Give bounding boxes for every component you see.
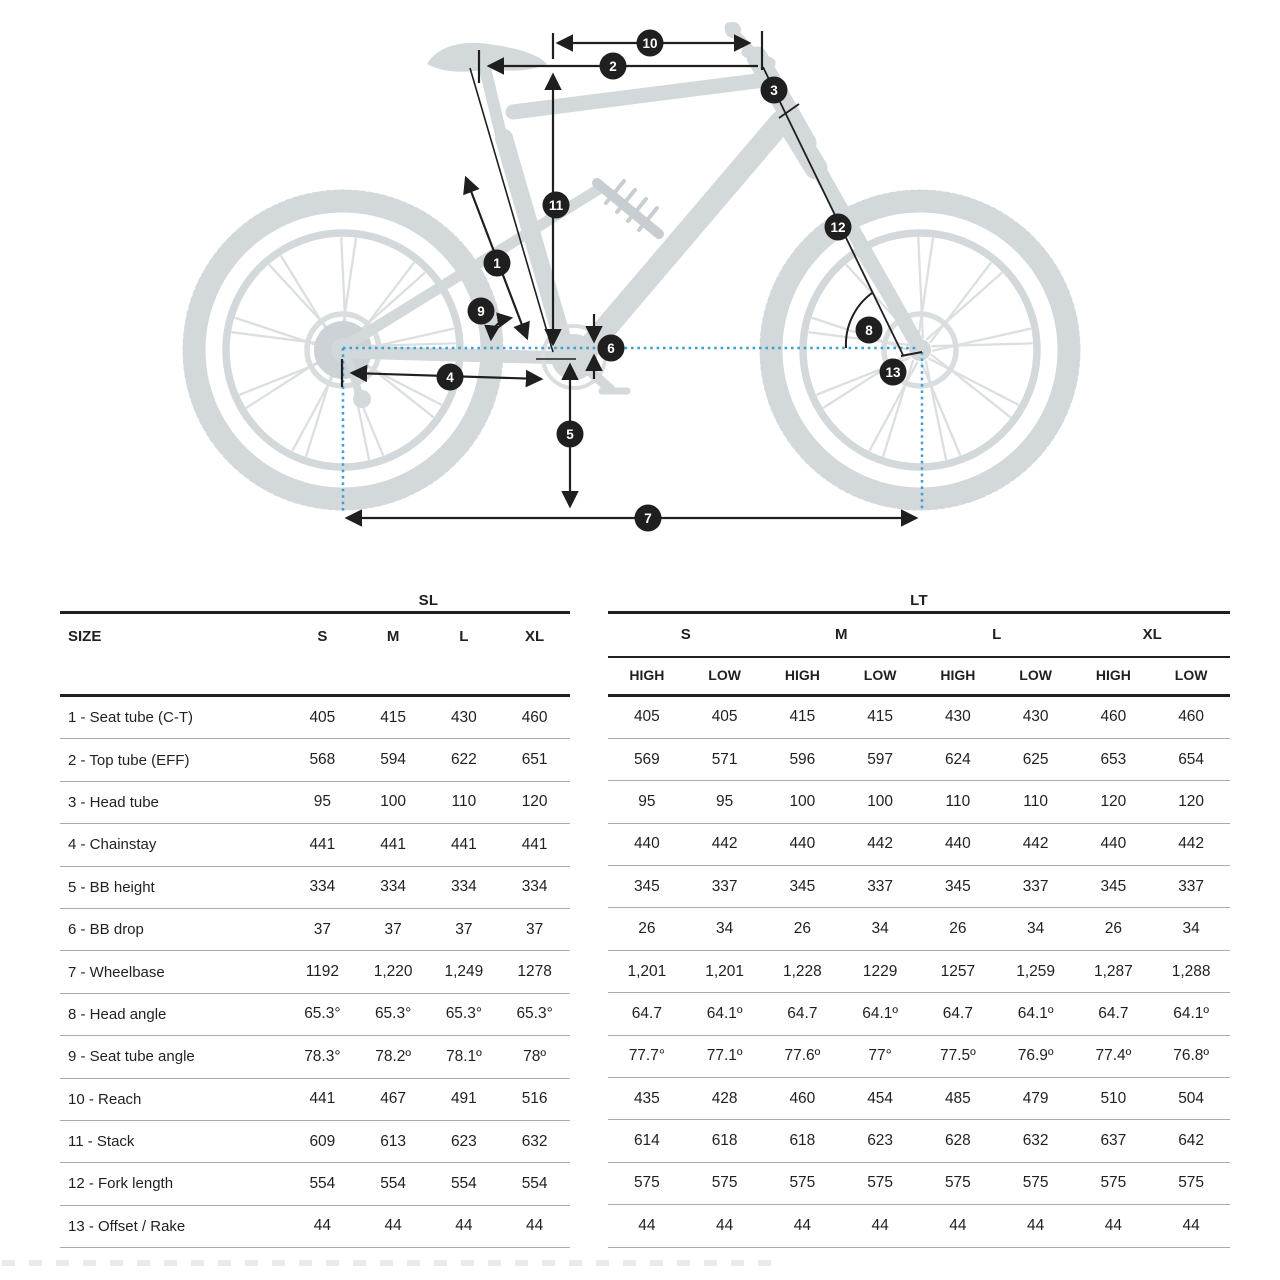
subcol-high: HIGH: [1095, 667, 1131, 683]
row-label: 1 - Seat tube (C-T): [68, 709, 194, 727]
cell-value: 428: [711, 1089, 738, 1107]
table-row: [60, 1079, 570, 1121]
cell-value: 44: [871, 1216, 889, 1234]
cell-value: 78º: [523, 1047, 547, 1065]
cell-value: 625: [1022, 750, 1049, 768]
cell-value: 65.3°: [304, 1005, 341, 1023]
cell-value: 44: [638, 1216, 656, 1234]
cell-value: 442: [867, 835, 894, 853]
cell-value: 405: [633, 708, 660, 726]
dim-badge-9: [468, 298, 495, 325]
dim-badge-8: [856, 317, 883, 344]
cell-value: 34: [871, 920, 889, 938]
cell-value: 575: [789, 1174, 816, 1192]
cell-value: 441: [309, 835, 336, 853]
table-row: [608, 1205, 1230, 1247]
cell-value: 337: [867, 877, 894, 895]
table-row: [608, 1120, 1230, 1162]
cell-value: 609: [309, 1132, 336, 1150]
cell-value: 1,201: [705, 962, 745, 980]
cell-value: 44: [313, 1217, 331, 1235]
badge-number: 13: [885, 364, 901, 380]
cell-value: 64.1º: [1017, 1004, 1054, 1022]
badge-number: 5: [566, 426, 574, 442]
row-label: 7 - Wheelbase: [68, 963, 165, 981]
table-row: [60, 951, 570, 993]
dim-badge-11: [543, 192, 570, 219]
badge-number: 6: [607, 340, 615, 356]
derailleur-cage: [353, 390, 371, 408]
row-label: 8 - Head angle: [68, 1005, 167, 1023]
cell-value: 76.8º: [1173, 1047, 1210, 1065]
bike-geometry-diagram: [0, 0, 1280, 572]
cell-value: 345: [633, 877, 660, 895]
cell-value: 1,287: [1093, 962, 1133, 980]
cell-value: 504: [1178, 1089, 1205, 1107]
row-label: 12 - Fork length: [68, 1175, 174, 1193]
cell-value: 120: [1100, 792, 1127, 810]
cell-value: 65.3°: [445, 1005, 483, 1023]
cell-value: 345: [1100, 877, 1127, 895]
table-row: [608, 908, 1230, 950]
cell-value: 44: [949, 1216, 967, 1234]
table-row: [60, 909, 570, 951]
cell-value: 430: [450, 708, 477, 726]
badge-number: 11: [548, 197, 564, 213]
cell-value: 554: [309, 1174, 336, 1192]
sl-geometry-table: [60, 585, 570, 1248]
cell-value: 624: [944, 750, 971, 768]
cell-value: 26: [638, 920, 656, 938]
cell-value: 405: [711, 708, 738, 726]
cell-value: 110: [451, 793, 477, 811]
cell-value: 1,220: [373, 963, 413, 981]
dim-badge-5: [557, 421, 584, 448]
table-row: [60, 739, 570, 781]
table-row: [608, 1078, 1230, 1120]
cell-value: 44: [384, 1217, 402, 1235]
cell-value: 441: [450, 835, 477, 853]
top-tube: [513, 80, 764, 112]
badge-number: 7: [644, 510, 652, 526]
cell-value: 64.7: [942, 1004, 973, 1022]
row-label: 3 - Head tube: [68, 793, 159, 811]
dim-badge-1: [484, 250, 511, 277]
cell-value: 334: [309, 878, 336, 896]
badge-number: 2: [609, 58, 617, 74]
cell-value: 440: [789, 835, 816, 853]
cell-value: 628: [944, 1132, 971, 1150]
cell-value: 44: [526, 1217, 544, 1235]
table-row: [60, 1121, 570, 1163]
lt-size-group-row: [608, 614, 1230, 658]
cell-value: 415: [789, 708, 816, 726]
cell-value: 479: [1022, 1089, 1049, 1107]
subcol-high: HIGH: [784, 667, 820, 683]
cell-value: 653: [1100, 750, 1127, 768]
cell-value: 37: [455, 920, 473, 938]
lt-highlow-row: [608, 658, 1230, 697]
cell-value: 623: [450, 1132, 477, 1150]
cell-value: 37: [384, 920, 402, 938]
cell-value: 460: [1178, 708, 1205, 726]
badge-number: 12: [830, 219, 846, 235]
badge-number: 9: [477, 303, 485, 319]
cell-value: 454: [867, 1089, 894, 1107]
cell-value: 110: [945, 792, 971, 810]
cell-value: 554: [521, 1174, 548, 1192]
cell-value: 594: [380, 751, 407, 769]
cell-value: 596: [789, 750, 816, 768]
dim-badge-10: [637, 30, 664, 57]
row-label: 6 - BB drop: [68, 921, 144, 939]
table-row: [608, 739, 1230, 781]
table-row: [608, 697, 1230, 739]
cell-value: 435: [633, 1089, 660, 1107]
cell-value: 554: [380, 1174, 407, 1192]
cell-value: 442: [711, 835, 738, 853]
cell-value: 64.7: [631, 1004, 662, 1022]
cell-value: 44: [716, 1216, 734, 1234]
lt-geometry-table: [608, 585, 1230, 1248]
cell-value: 78.2º: [375, 1047, 412, 1065]
cell-value: 485: [944, 1089, 971, 1107]
cell-value: 64.7: [787, 1004, 818, 1022]
cell-value: 334: [450, 878, 477, 896]
col-header-xl: XL: [525, 628, 545, 645]
cell-value: 467: [380, 1090, 407, 1108]
dim-badge-12: [825, 214, 852, 241]
table-row: [608, 951, 1230, 993]
cell-value: 440: [633, 835, 660, 853]
cell-value: 575: [1022, 1174, 1049, 1192]
cell-value: 34: [1182, 920, 1200, 938]
group-header-s: S: [680, 626, 691, 643]
size-column-header: SIZE: [68, 628, 102, 645]
table-row: [60, 697, 570, 739]
cell-value: 441: [309, 1090, 336, 1108]
grip: [725, 22, 741, 38]
cell-value: 1229: [862, 962, 898, 980]
cell-value: 575: [944, 1174, 971, 1192]
cropped-footer-text: [2, 1260, 772, 1266]
cell-value: 110: [1023, 792, 1048, 810]
cell-value: 345: [944, 877, 971, 895]
table-row: [60, 1163, 570, 1205]
cell-value: 44: [455, 1217, 473, 1235]
cell-value: 613: [380, 1132, 407, 1150]
table-row: [60, 782, 570, 824]
cell-value: 441: [521, 835, 548, 853]
cell-value: 575: [867, 1174, 894, 1192]
cell-value: 1,201: [627, 962, 667, 980]
badge-number: 1: [493, 255, 501, 271]
table-row: [60, 1206, 570, 1248]
cell-value: 77.5º: [939, 1047, 976, 1065]
cell-value: 1278: [517, 963, 552, 981]
cell-value: 26: [949, 920, 967, 938]
cell-value: 78.1º: [445, 1047, 482, 1065]
row-label: 11 - Stack: [68, 1133, 135, 1151]
cell-value: 491: [450, 1090, 477, 1108]
cell-value: 64.1º: [862, 1004, 899, 1022]
table-row: [608, 993, 1230, 1035]
cell-value: 1257: [940, 962, 976, 980]
cell-value: 37: [526, 920, 544, 938]
cell-value: 95: [313, 793, 331, 811]
group-header-m: M: [835, 626, 848, 643]
cell-value: 575: [1178, 1174, 1205, 1192]
row-label: 4 - Chainstay: [68, 836, 157, 854]
cell-value: 334: [521, 878, 548, 896]
cell-value: 34: [716, 920, 734, 938]
cell-value: 345: [789, 877, 816, 895]
sl-table-title: SL: [418, 592, 439, 609]
badge-number: 8: [865, 322, 873, 338]
cell-value: 622: [450, 751, 477, 769]
cell-value: 64.1º: [1173, 1004, 1210, 1022]
cell-value: 37: [313, 920, 331, 938]
row-label: 2 - Top tube (EFF): [68, 751, 190, 769]
cell-value: 64.7: [1098, 1004, 1129, 1022]
sl-header-row: [60, 614, 570, 697]
cell-value: 554: [450, 1174, 477, 1192]
bike-silhouette: [185, 22, 1078, 508]
cell-value: 637: [1100, 1132, 1127, 1150]
cell-value: 441: [380, 835, 407, 853]
badge-number: 4: [446, 369, 454, 385]
cell-value: 442: [1178, 835, 1205, 853]
dim-badge-2: [600, 53, 627, 80]
cell-value: 516: [521, 1090, 548, 1108]
cell-value: 26: [1104, 920, 1122, 938]
cell-value: 442: [1022, 835, 1049, 853]
cell-value: 64.1º: [706, 1004, 743, 1022]
cell-value: 614: [633, 1132, 660, 1150]
cell-value: 405: [309, 708, 336, 726]
cell-value: 95: [638, 792, 656, 810]
table-row: [608, 824, 1230, 866]
cell-value: 65.3°: [516, 1005, 553, 1023]
table-row: [608, 1036, 1230, 1078]
table-row: [60, 1036, 570, 1078]
badge-number: 10: [642, 35, 658, 51]
dim-badge-6: [598, 335, 625, 362]
dim-badge-7: [635, 505, 662, 532]
cell-value: 337: [1022, 877, 1049, 895]
lt-table-body: [608, 697, 1230, 1248]
cell-value: 1,259: [1016, 962, 1056, 980]
cell-value: 1,228: [782, 962, 822, 980]
table-row: [60, 867, 570, 909]
cell-value: 65.3°: [374, 1005, 412, 1023]
cell-value: 440: [1100, 835, 1127, 853]
cell-value: 120: [521, 793, 548, 811]
cell-value: 77°: [868, 1047, 892, 1065]
cell-value: 460: [521, 708, 548, 726]
cell-value: 618: [789, 1132, 816, 1150]
cell-value: 1,288: [1171, 962, 1211, 980]
sl-table-body: [60, 697, 570, 1248]
cell-value: 632: [1022, 1132, 1049, 1150]
cell-value: 337: [711, 877, 738, 895]
cell-value: 44: [1182, 1216, 1200, 1234]
cell-value: 76.9º: [1017, 1047, 1054, 1065]
cell-value: 1,249: [444, 963, 484, 981]
cell-value: 100: [789, 792, 816, 810]
cell-value: 77.1º: [706, 1047, 743, 1065]
cell-value: 44: [793, 1216, 811, 1234]
subcol-high: HIGH: [629, 667, 665, 683]
col-header-s: S: [317, 628, 328, 645]
lt-table-title: LT: [910, 592, 928, 609]
rear-shock: [597, 183, 659, 234]
badge-number: 3: [770, 82, 778, 98]
cell-value: 77.6º: [784, 1047, 821, 1065]
cell-value: 597: [867, 750, 894, 768]
row-label: 9 - Seat tube angle: [68, 1048, 195, 1066]
subcol-high: HIGH: [940, 667, 976, 683]
cell-value: 460: [1100, 708, 1127, 726]
col-header-m: M: [386, 628, 400, 645]
cell-value: 415: [867, 708, 894, 726]
cell-value: 575: [633, 1174, 660, 1192]
col-header-l: L: [459, 628, 469, 645]
cell-value: 44: [1104, 1216, 1122, 1234]
cell-value: 575: [711, 1174, 738, 1192]
cell-value: 77.7°: [628, 1047, 666, 1065]
cell-value: 440: [944, 835, 971, 853]
cell-value: 44: [1027, 1216, 1045, 1234]
cell-value: 77.4º: [1095, 1047, 1132, 1065]
dim-badge-3: [761, 77, 788, 104]
subcol-low: LOW: [708, 667, 741, 683]
cell-value: 569: [633, 750, 660, 768]
subcol-low: LOW: [1174, 667, 1208, 683]
cell-value: 95: [716, 792, 734, 810]
cell-value: 568: [309, 751, 336, 769]
dim-badge-13: [880, 359, 907, 386]
dimension-badges: [437, 30, 907, 532]
sl-title-row: [60, 585, 570, 614]
cell-value: 654: [1178, 750, 1205, 768]
dim-badge-4: [437, 364, 464, 391]
group-header-l: L: [992, 626, 1002, 643]
group-header-xl: XL: [1142, 626, 1162, 643]
cell-value: 337: [1178, 877, 1205, 895]
cell-value: 34: [1027, 920, 1045, 938]
table-row: [60, 994, 570, 1036]
cell-value: 415: [380, 708, 407, 726]
table-row: [608, 866, 1230, 908]
cell-value: 100: [867, 792, 894, 810]
down-tube: [581, 122, 781, 357]
table-row: [608, 781, 1230, 823]
row-label: 13 - Offset / Rake: [68, 1217, 186, 1235]
cell-value: 571: [711, 750, 738, 768]
cell-value: 78.3°: [304, 1047, 341, 1065]
cell-value: 510: [1100, 1089, 1127, 1107]
cell-value: 651: [521, 751, 548, 769]
chainstay-tube: [346, 352, 570, 358]
cell-value: 26: [793, 920, 811, 938]
row-label: 10 - Reach: [68, 1090, 142, 1108]
table-row: [608, 1163, 1230, 1205]
cell-value: 430: [944, 708, 971, 726]
cell-value: 100: [380, 793, 407, 811]
subcol-low: LOW: [1019, 667, 1052, 683]
cell-value: 575: [1100, 1174, 1127, 1192]
row-label: 5 - BB height: [68, 878, 155, 896]
lt-title-row: [608, 585, 1230, 614]
cell-value: 460: [789, 1089, 816, 1107]
cell-value: 120: [1178, 792, 1205, 810]
table-row: [60, 824, 570, 866]
cell-value: 642: [1178, 1132, 1205, 1150]
cell-value: 430: [1022, 708, 1049, 726]
cell-value: 623: [867, 1132, 894, 1150]
cell-value: 618: [711, 1132, 738, 1150]
subcol-low: LOW: [863, 667, 897, 683]
cell-value: 632: [521, 1132, 548, 1150]
cell-value: 334: [380, 878, 407, 896]
cell-value: 1192: [305, 963, 340, 981]
